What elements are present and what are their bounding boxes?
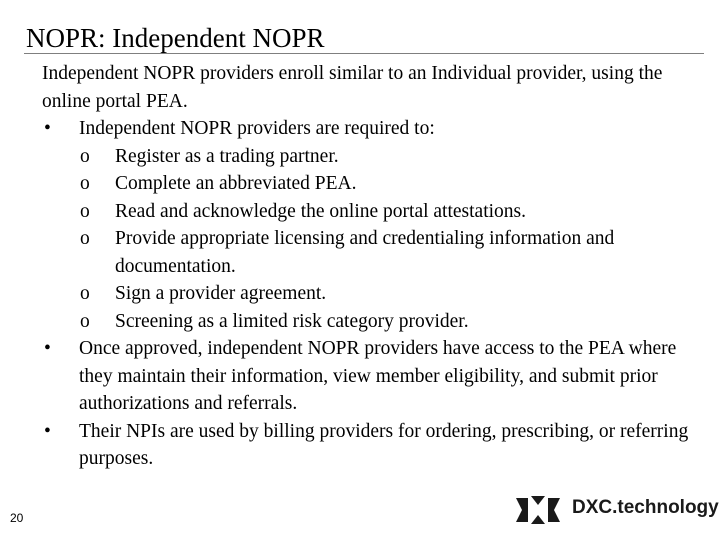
list-item-text: Register as a trading partner.	[115, 145, 339, 167]
page-number: 20	[10, 511, 24, 525]
list-item	[42, 418, 712, 473]
list-item	[42, 225, 712, 280]
list-item-text: Screening as a limited risk category provider.	[115, 310, 469, 332]
bullet-marker: •	[44, 420, 51, 442]
list-item	[42, 280, 712, 308]
sub-bullet-marker: o	[80, 200, 90, 222]
sub-bullet-marker: o	[80, 145, 90, 167]
sub-bullet-marker: o	[80, 283, 90, 304]
bullet-marker: •	[44, 118, 51, 139]
list-item-text: Their NPIs are used by billing providers for ordering, prescribing, or referring purposes.	[79, 420, 689, 469]
sub-bullet-marker: o	[80, 310, 90, 332]
title-divider	[24, 53, 704, 54]
list-item-text: Complete an abbreviated PEA.	[115, 173, 357, 194]
dxc-logo-icon	[512, 492, 564, 528]
sub-bullet-marker: o	[80, 228, 90, 249]
dxc-logo	[512, 492, 719, 528]
sub-bullet-marker: o	[80, 173, 90, 194]
list-item-text: Once approved, independent NOPR providers have access to the PEA where they maintain their information, view member eligibility, and submit prior authorizations and referrals.	[79, 338, 677, 414]
page-title: NOPR: Independent NOPR	[26, 23, 325, 53]
bullet-list	[42, 115, 712, 473]
intro-paragraph: Independent NOPR providers enroll similar to an Individual provider, using the online portal PEA.	[42, 63, 663, 112]
list-item	[42, 115, 712, 143]
logo-wordmark: DXC.technology	[572, 497, 719, 518]
slide-body	[42, 60, 712, 473]
list-item-text: Independent NOPR providers are required to:	[79, 118, 435, 139]
list-item-text: Sign a provider agreement.	[115, 283, 327, 304]
list-item	[42, 198, 712, 226]
list-item	[42, 170, 712, 198]
list-item-text: Provide appropriate licensing and credentialing information and documentation.	[115, 228, 615, 277]
list-item	[42, 143, 712, 171]
list-item	[42, 308, 712, 336]
list-item-text: Read and acknowledge the online portal attestations.	[115, 200, 526, 222]
bullet-marker: •	[44, 338, 51, 359]
list-item	[42, 335, 712, 418]
